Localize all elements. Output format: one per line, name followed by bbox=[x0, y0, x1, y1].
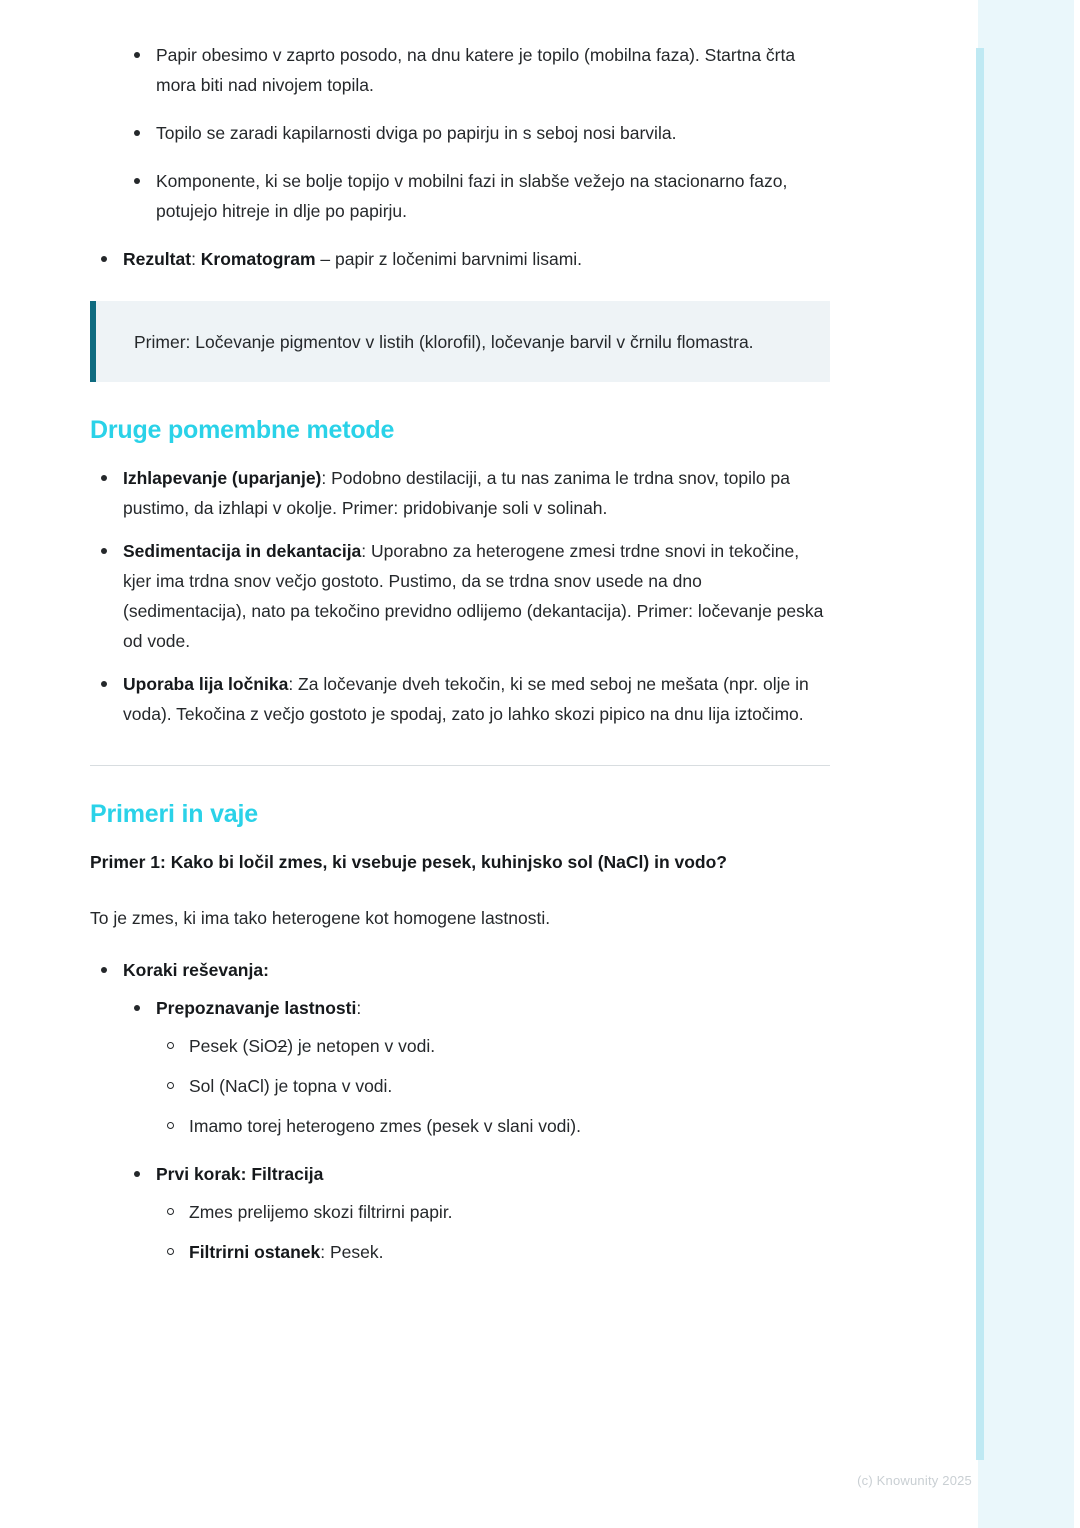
list-item-detail bbox=[156, 1071, 830, 1101]
step-title-suffix: : bbox=[356, 997, 362, 1018]
result-term: Kromatogram bbox=[200, 249, 316, 270]
result-label: Rezultat bbox=[123, 249, 192, 270]
other-methods-list bbox=[90, 463, 830, 730]
section-heading-examples: Primeri in vaje bbox=[90, 800, 258, 829]
list-item bbox=[90, 463, 830, 523]
detail-text: Sol (NaCl) je topna v vodi. bbox=[189, 1075, 393, 1096]
example-intro: To je zmes, ki ima tako heterogene kot homogene lastnosti. bbox=[90, 907, 551, 928]
detail-subscript: 2 bbox=[277, 1035, 288, 1056]
detail-text: : Pesek. bbox=[320, 1242, 384, 1263]
method-desc: : Za ločevanje dveh tekočin, ki se med seboj ne mešata (npr. olje in voda). Tekočina z večjo gostoto je spodaj, zato jo lahko skozi pipico na dnu lija iztočimo. bbox=[123, 674, 809, 725]
step-1-detail-list bbox=[156, 1031, 830, 1141]
watermark: (c) Knowunity 2025 bbox=[857, 1473, 972, 1488]
result-separator: : bbox=[191, 249, 201, 270]
chromatography-steps-list bbox=[123, 40, 830, 226]
step-2-detail-list bbox=[156, 1197, 830, 1267]
steps-label: Koraki reševanja: bbox=[123, 959, 269, 980]
method-name: Izhlapevanje (uparjanje) bbox=[123, 467, 322, 488]
step-title: Prvi korak: Filtracija bbox=[156, 1164, 324, 1185]
section-divider bbox=[90, 765, 830, 766]
list-item-result bbox=[90, 244, 830, 274]
step-title: Prepoznavanje lastnosti bbox=[156, 997, 357, 1018]
method-desc: : Podobno destilaciji, a tu nas zanima le trdna snov, topilo pa pustimo, da izhlapi v okolje. Primer: pridobivanje soli v solinah. bbox=[123, 467, 790, 518]
detail-label: Filtrirni ostanek bbox=[189, 1242, 321, 1263]
callout-text: Primer: Ločevanje pigmentov v listih (klorofil), ločevanje barvil v črnilu flomastra. bbox=[134, 331, 754, 352]
detail-text: Zmes prelijemo skozi filtrirni papir. bbox=[189, 1202, 453, 1223]
list-item-text: Papir obesimo v zaprto posodo, na dnu katere je topilo (mobilna faza). Startna črta mora biti nad nivojem topila. bbox=[156, 45, 796, 96]
detail-text: Imamo torej heterogeno zmes (pesek v slani vodi). bbox=[189, 1116, 581, 1137]
list-item bbox=[90, 536, 830, 656]
result-text: – papir z ločenimi barvnimi lisami. bbox=[315, 249, 583, 270]
solution-steps-list bbox=[90, 955, 830, 1268]
document-content bbox=[90, 40, 830, 1280]
list-item-step bbox=[123, 993, 830, 1141]
detail-text: Pesek (SiO bbox=[189, 1035, 278, 1056]
method-name: Uporaba lija ločnika bbox=[123, 674, 289, 695]
method-desc: : Uporabno za heterogene zmesi trdne snovi in tekočine, kjer ima trdna snov večjo gostoto. Pustimo, da se trdna snov usede na dno (sedimentacija), nato pa tekočino previdno odlijemo (dekantacija). Primer: ločevanje peska od vode. bbox=[123, 540, 824, 652]
list-item-text: Komponente, ki se bolje topijo v mobilni fazi in slabše vežejo na stacionarno fazo, potujejo hitreje in dlje po papirju. bbox=[156, 171, 788, 222]
solution-substeps-list bbox=[123, 993, 830, 1268]
example-question: Primer 1: Kako bi ločil zmes, ki vsebuje pesek, kuhinjsko sol (NaCl) in vodo? bbox=[90, 852, 727, 873]
detail-text-tail: ) je netopen v vodi. bbox=[287, 1035, 436, 1056]
result-list bbox=[90, 244, 830, 274]
list-item-detail bbox=[156, 1197, 830, 1227]
page-side-band bbox=[978, 0, 1074, 1528]
method-name: Sedimentacija in dekantacija bbox=[123, 540, 362, 561]
list-item bbox=[90, 669, 830, 729]
list-item bbox=[123, 166, 830, 226]
list-item bbox=[123, 118, 830, 148]
list-item bbox=[123, 40, 830, 100]
section-heading-other-methods: Druge pomembne metode bbox=[90, 415, 395, 444]
list-item-detail bbox=[156, 1031, 830, 1061]
list-item-detail bbox=[156, 1111, 830, 1141]
list-item-steps-label bbox=[90, 955, 830, 1268]
list-item-detail bbox=[156, 1237, 830, 1267]
example-callout bbox=[90, 301, 830, 382]
page-accent-stripe bbox=[976, 48, 984, 1460]
list-item-text: Topilo se zaradi kapilarnosti dviga po papirju in s seboj nosi barvila. bbox=[156, 123, 677, 144]
list-item-step bbox=[123, 1159, 830, 1267]
